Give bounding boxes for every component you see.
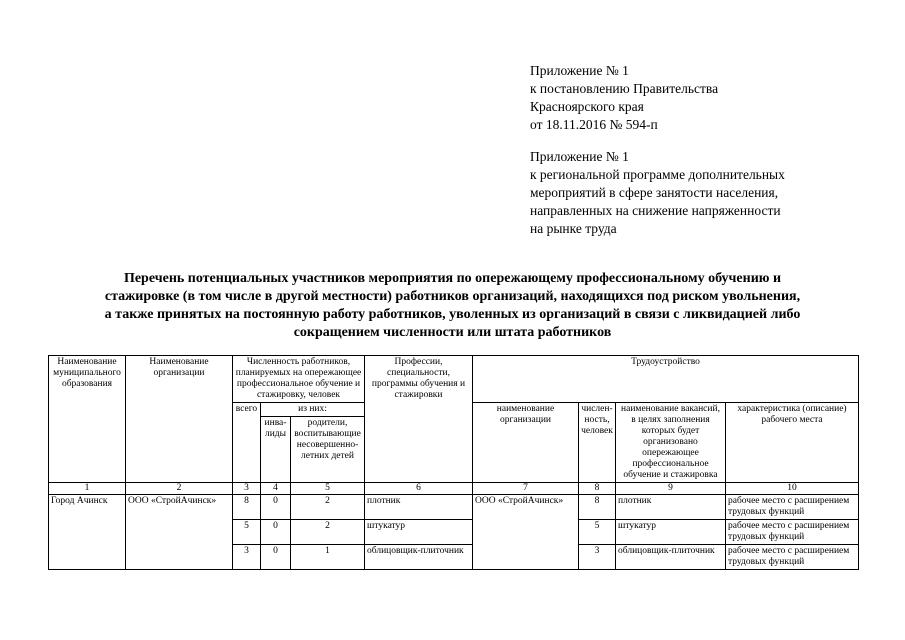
header-workplace: характеристика (описание) рабочего места xyxy=(726,403,859,483)
header-municipality: Наименование муниципального образования xyxy=(49,356,126,483)
count-cell: 5 xyxy=(579,520,616,545)
header-headcount: Численность работников, планируемых на опережающее профессиональное обучение и стажировку, человек xyxy=(233,356,365,403)
appendix-line: Приложение № 1 xyxy=(530,63,629,78)
vacancy-cell: штукатур xyxy=(616,520,726,545)
title-line: а также принятых на постоянную работу работников, уволенных из организаций в связи с ликвидацией либо xyxy=(104,307,801,322)
table-row xyxy=(49,495,859,520)
column-number: 1 xyxy=(49,483,126,495)
disabled-cell: 0 xyxy=(261,495,291,520)
column-number: 4 xyxy=(261,483,291,495)
organization-cell: ООО «СтройАчинск» xyxy=(126,495,233,570)
title-line: сокращением численности или штата работников xyxy=(293,325,612,340)
column-number: 7 xyxy=(473,483,579,495)
parents-cell: 1 xyxy=(291,545,365,570)
profession-cell: облицовщик-плиточник xyxy=(365,545,473,570)
column-number: 5 xyxy=(291,483,365,495)
header-disabled: инва-лиды xyxy=(261,417,291,483)
vacancy-cell: облицовщик-плиточник xyxy=(616,545,726,570)
appendix-line: от 18.11.2016 № 594-п xyxy=(530,117,658,132)
employer-cell: ООО «СтройАчинск» xyxy=(473,495,579,570)
appendix-block-1 xyxy=(530,62,718,134)
appendix-block-2 xyxy=(530,148,785,238)
header-employer-org: наименование организации xyxy=(473,403,579,483)
workplace-cell: рабочее место с расширением трудовых функций xyxy=(726,545,859,570)
header-organization: Наименование организации xyxy=(126,356,233,483)
appendix-line: к постановлению Правительства xyxy=(530,81,719,96)
column-number: 6 xyxy=(365,483,473,495)
header-vacancies: наименование вакансий, в целях заполнения которых будет организовано опережающее профессиональное обучение и стажировка xyxy=(616,403,726,483)
total-cell: 3 xyxy=(233,545,261,570)
title-line: Перечень потенциальных участников мероприятия по опережающему профессиональному обучению и xyxy=(123,271,782,286)
column-number: 10 xyxy=(726,483,859,495)
total-cell: 5 xyxy=(233,520,261,545)
appendix-line: на рынке труда xyxy=(530,221,617,236)
column-number: 9 xyxy=(616,483,726,495)
title-line: стажировке (в том числе в другой местности) работников организаций, находящихся под риском увольнения, xyxy=(104,289,801,304)
appendix-line: Приложение № 1 xyxy=(530,149,629,164)
workplace-cell: рабочее место с расширением трудовых функций xyxy=(726,520,859,545)
header-employment: Трудоустройство xyxy=(473,356,859,403)
column-number: 8 xyxy=(579,483,616,495)
workplace-cell: рабочее место с расширением трудовых функций xyxy=(726,495,859,520)
parents-cell: 2 xyxy=(291,495,365,520)
profession-cell: штукатур xyxy=(365,520,473,545)
header-employee-count: числен-ность, человек xyxy=(579,403,616,483)
profession-cell: плотник xyxy=(365,495,473,520)
appendix-line: Красноярского края xyxy=(530,99,644,114)
total-cell: 8 xyxy=(233,495,261,520)
document-title xyxy=(80,270,825,342)
count-cell: 3 xyxy=(579,545,616,570)
disabled-cell: 0 xyxy=(261,520,291,545)
column-number: 2 xyxy=(126,483,233,495)
appendix-line: направленных на снижение напряженности xyxy=(530,203,781,218)
vacancy-cell: плотник xyxy=(616,495,726,520)
participants-table xyxy=(48,355,859,570)
municipality-cell: Город Ачинск xyxy=(49,495,126,570)
header-total: всего xyxy=(233,403,261,483)
appendix-line: мероприятий в сфере занятости населения, xyxy=(530,185,779,200)
column-number: 3 xyxy=(233,483,261,495)
column-number-row xyxy=(49,483,859,495)
parents-cell: 2 xyxy=(291,520,365,545)
appendix-line: к региональной программе дополнительных xyxy=(530,167,785,182)
disabled-cell: 0 xyxy=(261,545,291,570)
header-parents: родители, воспитывающие несовершенно-летних детей xyxy=(291,417,365,483)
header-professions: Профессии, специальности, программы обучения и стажировки xyxy=(365,356,473,483)
header-of-which: из них: xyxy=(261,403,365,417)
count-cell: 8 xyxy=(579,495,616,520)
